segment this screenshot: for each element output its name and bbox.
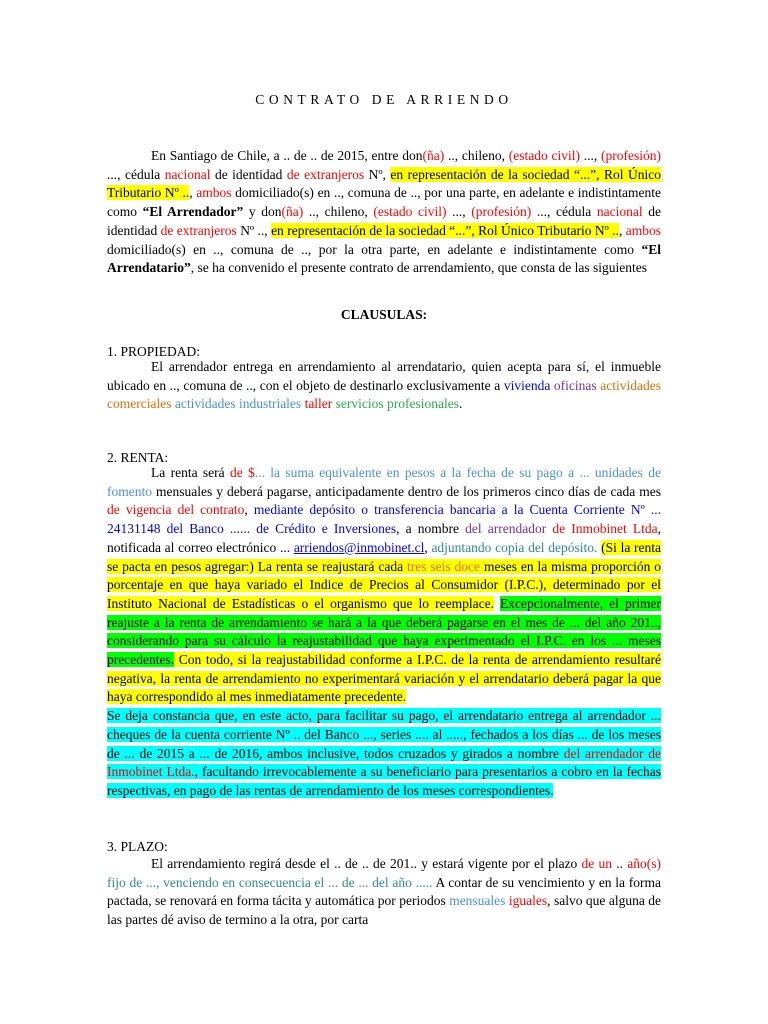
renta-text: (Si la renta se pacta en pesos agregar:) La renta se reajustará cada <box>107 539 661 574</box>
email-link[interactable]: arriendos@inmobinet.cl <box>293 539 425 555</box>
intro-text: de extranjeros <box>160 222 237 238</box>
section-heading-plazo: 3. PLAZO: <box>107 839 168 854</box>
plazo-text: , salvo que alguna de las partes dé aviso de termino a la otra, por carta <box>107 893 662 928</box>
intro-text: domiciliado(s) en .., comuna de .., por una parte, en adelante e indistintamente como <box>107 185 661 220</box>
intro-text: ..., cédula <box>531 204 597 220</box>
intro-text: Nº, <box>364 166 391 182</box>
intro-text: “El Arrendador” <box>142 204 244 220</box>
propiedad-text: oficinas <box>553 377 597 393</box>
renta-text: de vigencia del contrato <box>107 502 245 518</box>
renta-text: Con todo, si la reajustabilidad conforme a I.P.C. de la renta de arrendamiento resultaré negativa, la renta de arrendamiento no experimentará variación y el arrendatario deberá pagar la que haya correspondido al mes inmediatamente precedente. <box>107 652 661 705</box>
intro-text: (estado civil) <box>373 204 447 220</box>
renta-text: , <box>424 539 432 555</box>
propiedad-text: El arrendador entrega en arrendamiento al arrendatario, quien acepta para sí, el inmueble ubicado en .., comuna de .., con el objeto de destinarlo exclusivamente a <box>107 359 661 393</box>
intro-text: en representación de la sociedad “...”, Rol Único Tributario Nº .. <box>271 222 619 238</box>
intro-text: de identidad <box>210 166 287 182</box>
renta-text: , notificada al correo electrónico ... <box>107 521 661 555</box>
intro-text: ambos <box>625 222 661 238</box>
intro-text: En Santiago de Chile, a .. de .. de 2015, entre don <box>151 148 423 163</box>
section-heading-propiedad: 1. PROPIEDAD: <box>107 344 201 359</box>
propiedad-text: taller <box>304 396 333 412</box>
intro-paragraph <box>107 147 661 278</box>
plazo-text: mensuales <box>449 893 506 909</box>
renta-text: La renta será <box>151 465 230 480</box>
intro-text: ..., <box>446 204 472 220</box>
propiedad-paragraph <box>107 358 661 414</box>
intro-text: , se ha convenido el presente contrato de arrendamiento, que consta de las siguientes <box>190 260 647 276</box>
renta-text: , facultando irrevocablemente a su beneficiario para presentarlos a cobro en la fechas respectivas, en pago de las rentas de arrendamiento de los meses correspondientes. <box>107 764 661 798</box>
intro-text: de identidad <box>107 204 661 238</box>
renta-text: de $ <box>229 465 255 480</box>
intro-text: (ña) <box>281 204 304 220</box>
propiedad-text: servicios profesionales <box>335 396 460 412</box>
intro-text: y don <box>243 204 282 220</box>
page-title: CONTRATO DE ARRIENDO <box>255 92 513 107</box>
plazo-paragraph <box>107 855 661 930</box>
intro-text: (profesión) <box>601 148 661 163</box>
intro-text: ambos <box>196 185 232 201</box>
plazo-text: año(s) <box>627 856 661 871</box>
intro-text: (estado civil) <box>508 148 580 163</box>
renta-paragraph <box>107 464 661 801</box>
intro-text: , <box>618 222 626 238</box>
intro-text: (ña) <box>422 148 445 163</box>
plazo-text: El arrendamiento regirá desde el .. de .. de 201.. y estará vigente por el plazo <box>151 856 582 871</box>
renta-text: , a nombre <box>396 521 466 537</box>
renta-text: , <box>244 502 254 518</box>
intro-text: Nº .., <box>236 222 272 238</box>
renta-text: del arrendador de Inmobinet Ltda. <box>107 745 662 780</box>
renta-text: Se deja constancia que, en este acto, para facilitar su pago, el arrendatario entrega al arrendador ... cheques de la cuenta corriente Nº .. del Banco ..., series .... al ....., fechados a los días ... de los meses de ... de 2015 a ... de 2016, ambos inclusive, todos cruzados y girados a nombre <box>107 708 661 761</box>
renta-text: mensuales y deberá pagarse, anticipadamente dentro de los primeros cinco días de cada mes <box>152 483 661 499</box>
renta-text: tres seis doce <box>406 558 481 574</box>
plazo-text: A contar de su vencimiento y en la forma pactada, se renovará en forma tácita y automática por periodos <box>107 874 661 909</box>
renta-text: Excepcionalmente, el primer reajuste a la renta de arrendamiento se hará a la que deberá pagarse en el mes de ... del año 201.., considerando para su cálculo la reajustabilidad que haya experimentado el I.P.C. en los ... meses precedentes. <box>107 595 661 668</box>
intro-text: “El Arrendatario” <box>107 241 661 276</box>
propiedad-text: vivienda <box>503 377 551 393</box>
propiedad-text: actividades industriales <box>174 396 302 412</box>
clausulas-heading: CLAUSULAS: <box>340 307 428 322</box>
renta-text: del arrendador <box>465 521 547 537</box>
intro-text: en representación de la sociedad “...”, Rol Único Tributario Nº .. <box>107 166 662 201</box>
intro-text: ..., cédula <box>107 166 165 182</box>
plazo-text: de un <box>581 856 613 871</box>
renta-text: de Inmobinet Ltda <box>552 521 658 537</box>
intro-text: , <box>189 185 197 201</box>
intro-text: (profesión) <box>471 204 532 220</box>
intro-text: ..., <box>580 148 602 163</box>
intro-text: nacional <box>596 204 643 220</box>
plazo-text: fijo de ..., venciendo en consecuencia el ... de ... del año ..... <box>107 874 433 890</box>
renta-text: meses en la misma proporción o porcentaje en que haya variado el Indice de Precios al Consumidor (I.P.C.), determinado por el Instituto Nacional de Estadísticas o el organismo que lo reemplace. <box>107 558 661 611</box>
intro-text: domiciliado(s) en .., comuna de .., por la otra parte, en adelante e indistintamente como <box>107 241 642 257</box>
plazo-text: iguales <box>508 893 548 909</box>
propiedad-text: . <box>459 396 463 412</box>
section-heading-renta: 2. RENTA: <box>107 450 169 465</box>
renta-text: mediante depósito o transferencia bancaria a la Cuenta Corriente Nº ... 24131148 del Banco ...... de Crédito e Inversiones <box>107 502 662 537</box>
plazo-text: .. <box>612 856 628 871</box>
intro-text: .., chileno, <box>303 204 374 220</box>
intro-text: nacional <box>164 166 211 182</box>
renta-text: adjuntando copia del depósito. <box>431 539 598 555</box>
renta-text: ... la suma equivalente en pesos a la fecha de su pago a ... unidades de fomento <box>107 465 661 499</box>
propiedad-text: actividades comerciales <box>107 377 661 412</box>
intro-text: .., chileno, <box>444 148 509 163</box>
intro-text: de extranjeros <box>286 166 365 182</box>
